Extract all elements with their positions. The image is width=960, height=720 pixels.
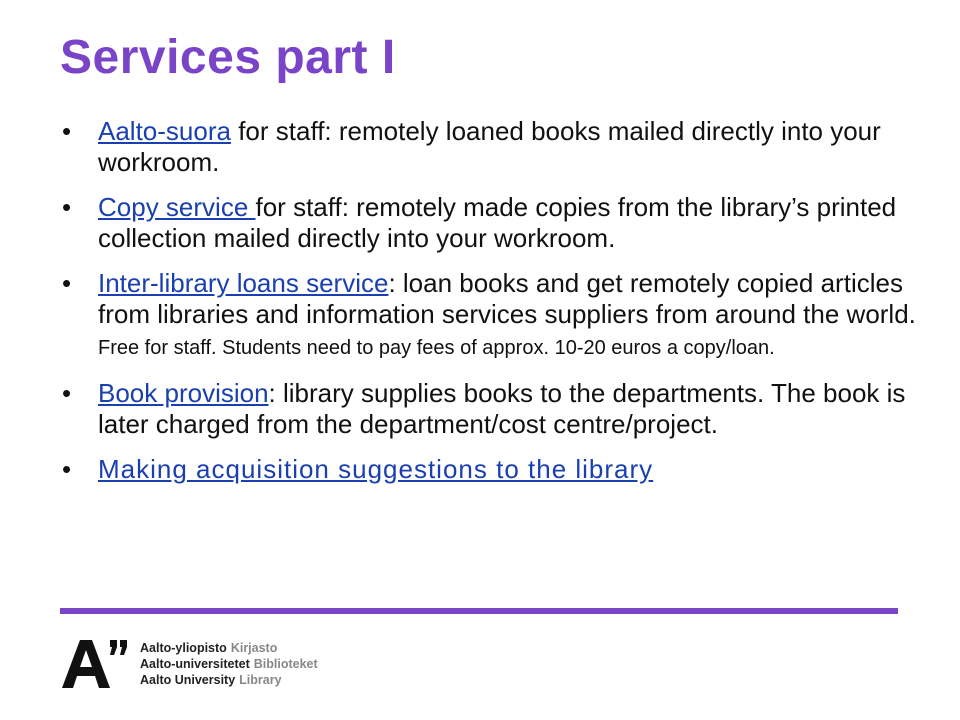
logo-library-name: Library [239, 673, 282, 687]
list-item [60, 268, 920, 364]
list-item-text: : library supplies books to the departments. The book is later charged from the department/cost centre/project. [98, 378, 906, 439]
logo-line [140, 656, 318, 672]
page-title: Services part I [60, 31, 396, 84]
footer-logo [60, 636, 318, 692]
logo-university-name: Aalto-yliopisto [140, 641, 227, 655]
logo-library-name: Kirjasto [230, 641, 278, 655]
aalto-logo-icon [60, 636, 130, 692]
acquisition-suggestions-link[interactable]: Making acquisition suggestions to the library [98, 454, 654, 484]
logo-line [140, 640, 318, 656]
list-item [60, 116, 920, 178]
list-item [60, 454, 920, 485]
copy-service-link[interactable]: Copy service [98, 192, 256, 222]
bullet-list [60, 116, 920, 499]
list-item-text: for staff: remotely made copies from the library’s printed collection mailed directly into your workroom. [98, 192, 897, 253]
logo-line [140, 672, 318, 688]
list-item [60, 192, 920, 254]
aalto-suora-link[interactable]: Aalto-suora [98, 116, 231, 146]
list-item-text: for staff: remotely loaned books mailed directly into your workroom. [98, 116, 881, 177]
inter-library-loans-link[interactable]: Inter-library loans service [98, 268, 389, 298]
logo-university-name: Aalto University [140, 673, 236, 687]
book-provision-link[interactable]: Book provision [98, 378, 269, 408]
logo-university-name: Aalto-universitetet [140, 657, 250, 671]
list-item [60, 378, 920, 440]
logo-library-name: Biblioteket [253, 657, 318, 671]
list-item-note: Free for staff. Students need to pay fees of approx. 10-20 euros a copy/loan. [98, 337, 775, 359]
divider [60, 608, 898, 614]
logo-wordmark [140, 640, 318, 688]
list-item-text: : loan books and get remotely copied articles from libraries and information services suppliers from around the world. [98, 268, 916, 329]
